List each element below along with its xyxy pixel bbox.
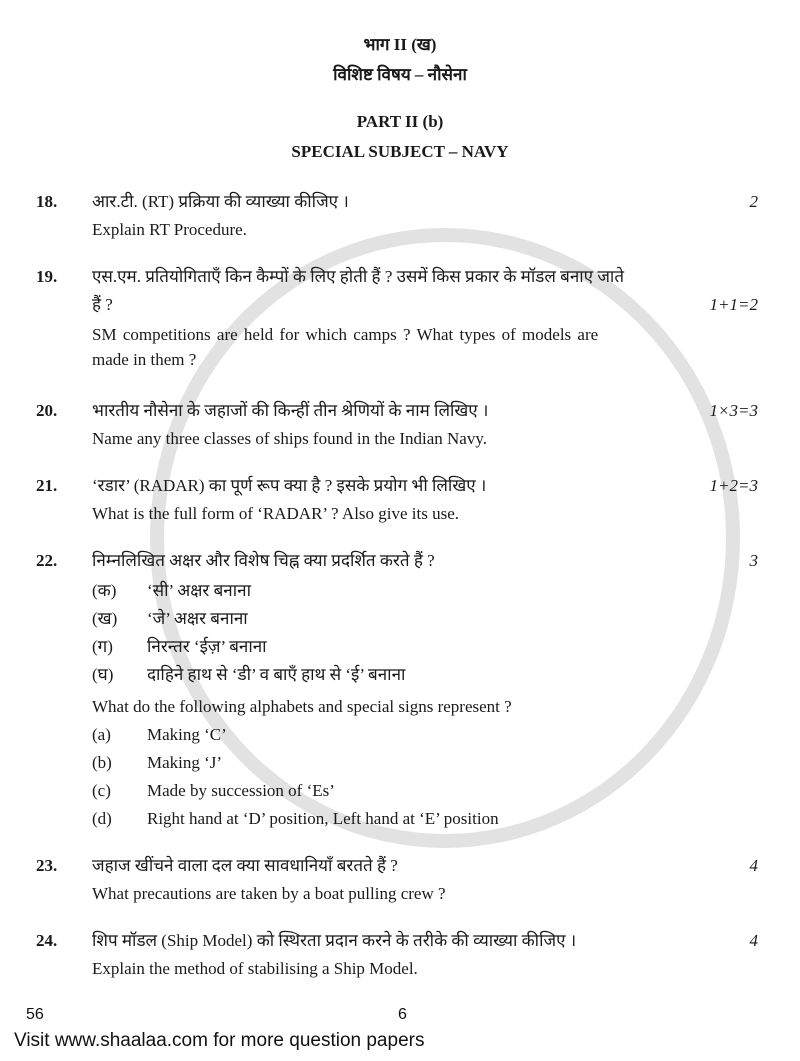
question-number: 19. <box>36 267 58 286</box>
question-22 <box>36 547 758 833</box>
question-english: What is the full form of ‘RADAR’ ? Also give its use. <box>92 504 460 523</box>
sub-label: (ख) <box>92 609 118 628</box>
question-marks: 1×3=3 <box>709 401 758 420</box>
question-marks: 1+2=3 <box>709 476 758 495</box>
question-19 <box>36 263 758 374</box>
subject-title: SPECIAL SUBJECT – NAVY <box>291 142 509 161</box>
page-footer <box>0 1005 800 1061</box>
question-number: 23. <box>36 856 58 875</box>
sub-text: Making ‘J’ <box>147 753 223 772</box>
question-english: Explain RT Procedure. <box>92 220 247 239</box>
sub-label: (क) <box>92 581 117 600</box>
question-23 <box>36 852 758 908</box>
sub-label: (c) <box>92 781 111 800</box>
question-english: What precautions are taken by a boat pulling crew ? <box>92 884 446 903</box>
sub-text: ‘सी’ अक्षर बनाना <box>147 581 251 600</box>
question-number: 21. <box>36 476 58 495</box>
question-marks: 1+1=2 <box>709 295 758 314</box>
question-english: Explain the method of stabilising a Ship Model. <box>92 959 418 978</box>
question-english: What do the following alphabets and special signs represent ? <box>92 697 512 716</box>
sub-text: ‘जे’ अक्षर बनाना <box>147 609 248 628</box>
question-18 <box>36 188 758 244</box>
question-english: SM competitions are held for which camps ? What types of models are <box>92 325 599 344</box>
sub-label: (d) <box>92 809 112 828</box>
question-english: Name any three classes of ships found in the Indian Navy. <box>92 429 487 448</box>
question-hindi: हैं ? <box>92 295 113 314</box>
sub-label: (घ) <box>92 665 114 684</box>
visit-link[interactable]: Visit www.shaalaa.com for more question papers <box>14 1030 425 1051</box>
question-marks: 4 <box>749 931 758 950</box>
question-24 <box>36 927 758 983</box>
sub-text: Right hand at ‘D’ position, Left hand at ‘E’ position <box>147 809 499 828</box>
question-hindi: एस.एम. प्रतियोगिताएँ किन कैम्पों के लिए होती हैं ? उसमें किस प्रकार के मॉडल बनाए जाते <box>92 267 625 286</box>
question-20 <box>36 397 758 453</box>
question-english: made in them ? <box>92 350 197 369</box>
question-hindi: निम्नलिखित अक्षर और विशेष चिह्न क्या प्रदर्शित करते हैं ? <box>92 551 435 570</box>
sub-text: निरन्तर ‘ईज़’ बनाना <box>147 637 267 656</box>
sub-text: Made by succession of ‘Es’ <box>147 781 335 800</box>
question-number: 18. <box>36 192 58 211</box>
question-21 <box>36 472 758 528</box>
sub-label: (a) <box>92 725 111 744</box>
question-marks: 3 <box>749 551 758 570</box>
question-hindi: ‘रडार’ (RADAR) का पूर्ण रूप क्या है ? इसके प्रयोग भी लिखिए । <box>92 476 487 495</box>
question-hindi: शिप मॉडल (Ship Model) को स्थिरता प्रदान करने के तरीके की व्याख्या कीजिए । <box>92 931 577 950</box>
question-hindi: आर.टी. (RT) प्रक्रिया की व्याख्या कीजिए । <box>92 192 349 211</box>
sub-text: Making ‘C’ <box>147 725 227 744</box>
question-marks: 2 <box>749 192 758 211</box>
question-number: 22. <box>36 551 58 570</box>
hindi-subject-title: विशिष्ट विषय – नौसेना <box>333 65 467 84</box>
question-marks: 4 <box>749 856 758 875</box>
question-number: 20. <box>36 401 58 420</box>
hindi-part-title: भाग II (ख) <box>363 35 437 54</box>
paper-code: 56 <box>26 1006 44 1023</box>
question-number: 24. <box>36 931 58 950</box>
part-title: PART II (b) <box>356 112 444 131</box>
page-number: 6 <box>398 1006 407 1023</box>
sub-text: दाहिने हाथ से ‘डी’ व बाएँ हाथ से ‘ई’ बनाना <box>147 665 406 684</box>
sub-label: (ग) <box>92 637 113 656</box>
question-hindi: भारतीय नौसेना के जहाजों की किन्हीं तीन श्रेणियों के नाम लिखिए । <box>92 401 489 420</box>
sub-label: (b) <box>92 753 112 772</box>
question-hindi: जहाज खींचने वाला दल क्या सावधानियाँ बरतते हैं ? <box>92 856 398 875</box>
